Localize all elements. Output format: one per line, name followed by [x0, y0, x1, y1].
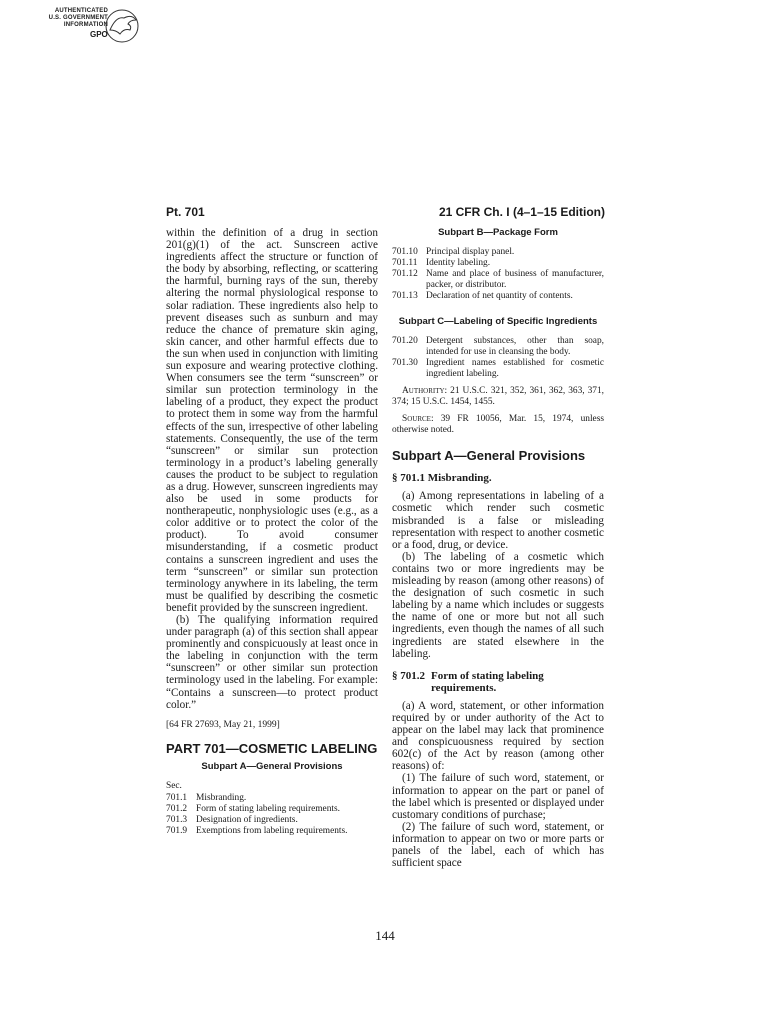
section-title: Form of stating labeling requirements. — [431, 669, 544, 694]
toc-num: 701.3 — [166, 815, 188, 826]
toc-title: Principal display panel. — [426, 247, 515, 258]
paragraph-b: (b) The qualifying information required under paragraph (a) of this section shall appear prominently and conspicuously at least once in the labeling in conjunction with the term “sunscreen” or other similar sun protection terminology used in the labeling. For example: “Contains a sunscreen—to protect product color.” — [166, 614, 378, 711]
seal-line-3: INFORMATION — [63, 22, 108, 28]
federal-register-citation: [64 FR 27693, May 21, 1999] — [166, 719, 280, 730]
toc-num: 701.11 — [392, 258, 418, 269]
toc-entry — [392, 247, 604, 258]
seal-gpo-label: GPO — [90, 30, 108, 39]
toc-num: 701.30 — [392, 358, 418, 369]
toc-title: Exemptions from labeling requirements. — [196, 826, 348, 837]
toc-entry — [392, 336, 604, 358]
paragraph-continuation: within the definition of a drug in section 201(g)(1) of the act. Sunscreen active ingredients affect the structure or function of the body by absorbing, reflecting, or scattering the harmful, burning rays of the sun, thereby altering the normal physiological response to solar radiation. These ingredients also help to prevent diseases such as sunburn and may reduce the chance of premature skin aging, skin cancer, and other harmful effects due to the sun when used in conjunction with limiting sun exposure and wearing protective clothing. When consumers see the term “sunscreen” or similar sun protection terminology in the labeling of a product, they expect the product to protect them in some way from the harmful effects of the sun, irrespective of other labeling statements. Consequently, the use of the term “sunscreen” or similar sun protection terminology in a product’s labeling generally causes the product to be subject to regulation as a drug. However, sunscreen ingredients may also be used in some products for nontherapeutic, nonphysiologic uses (e.g., as a color additive or to protect the color of the product). To avoid consumer misunderstanding, if a cosmetic product contains a sunscreen ingredient and uses the term “sunscreen” or similar sun protection terminology anywhere in its labeling, the term must be qualified by describing the cosmetic benefit provided by the sunscreen ingredient. — [166, 227, 378, 614]
eagle-seal-icon — [102, 8, 142, 44]
running-header-cfr-edition: 21 CFR Ch. I (4–1–15 Edition) — [438, 205, 605, 219]
toc-num: 701.13 — [392, 291, 418, 302]
seal-text — [18, 8, 108, 29]
section-701-2-a: (a) A word, statement, or other information required by or under authority of the Act to appear on the label may lack that prominence and conspicuousness required by section 602(c) of the Act by reason (among other reasons) of: — [392, 699, 604, 773]
section-701-2-a-2: (2) The failure of such word, statement, or information to appear on two or more parts or panels of the label, each of which has sufficient space — [392, 820, 604, 870]
toc-num: 701.10 — [392, 247, 418, 258]
toc-num: 701.20 — [392, 336, 418, 347]
subpart-a-heading: Subpart A—General Provisions — [392, 448, 586, 464]
table-of-contents-a — [166, 781, 378, 837]
source-text: 39 FR 10056, Mar. 15, 1974, unless otherwise noted. — [392, 414, 605, 436]
section-701-1-heading: § 701.1 Misbranding. — [392, 472, 492, 485]
toc-entry — [392, 358, 604, 380]
toc-num: 701.12 — [392, 269, 418, 280]
section-701-1-a: (a) Among representations in labeling of a cosmetic which render such cosmetic misbranded is a false or misleading representation with respect to another cosmetic or a food, drug, or device. — [392, 490, 604, 551]
toc-title: Declaration of net quantity of contents. — [426, 291, 573, 302]
toc-entry — [166, 804, 378, 815]
running-header-part: Pt. 701 — [166, 205, 205, 219]
toc-entry — [166, 826, 378, 837]
toc-entry — [166, 815, 378, 826]
source-note — [392, 414, 604, 436]
toc-num: 701.9 — [166, 826, 188, 837]
subpart-c-toc-heading: Subpart C—Labeling of Specific Ingredients — [398, 316, 598, 328]
toc-title: Form of stating labeling requirements. — [196, 804, 340, 815]
toc-num: 701.1 — [166, 793, 188, 804]
section-701-2-a-1: (1) The failure of such word, statement, or information to appear on the part or panel of the label which is presented or displayed under customary conditions of purchase; — [392, 772, 604, 821]
sec-label: Sec. — [166, 781, 182, 792]
subpart-b-toc-heading: Subpart B—Package Form — [438, 227, 558, 238]
gpo-authentication-seal — [18, 6, 148, 48]
toc-title: Ingredient names established for cosmetic ingredient labeling. — [426, 358, 604, 380]
left-column — [166, 227, 378, 837]
toc-title: Identity labeling. — [426, 258, 491, 269]
toc-entry — [166, 793, 378, 804]
table-of-contents-c — [392, 336, 604, 380]
section-701-2-heading — [392, 670, 604, 694]
seal-line-1: AUTHENTICATED — [54, 8, 108, 14]
toc-title: Name and place of business of manufacturer, packer, or distributor. — [426, 269, 604, 291]
section-701-1-b: (b) The labeling of a cosmetic which contains two or more ingredients may be misleading by reason (among other reasons) of the designation of such cosmetic in such labeling by a name which includes or suggests the name of one or more but not all such ingredients, even though the names of all such ingredients are stated elsewhere in the labeling. — [392, 550, 604, 660]
part-title: PART 701—COSMETIC LABELING — [166, 740, 378, 756]
authority-label: Authority: — [402, 386, 448, 397]
toc-num: 701.2 — [166, 804, 188, 815]
toc-entry — [392, 258, 604, 269]
subpart-a-toc-heading: Subpart A—General Provisions — [201, 760, 343, 772]
section-number: § 701.2 — [392, 669, 425, 682]
toc-title: Detergent substances, other than soap, intended for use in cleansing the body. — [426, 336, 604, 358]
source-label: Source: — [402, 414, 434, 425]
toc-title: Designation of ingredients. — [196, 815, 298, 826]
seal-line-2: U.S. GOVERNMENT — [48, 15, 108, 21]
right-column — [392, 227, 604, 869]
authority-text: 21 U.S.C. 321, 352, 361, 362, 363, 371, 374; 15 U.S.C. 1454, 1455. — [392, 386, 604, 408]
toc-entry — [392, 269, 604, 291]
table-of-contents-b — [392, 247, 604, 302]
toc-entry — [392, 291, 604, 302]
authority-note — [392, 386, 604, 408]
toc-title: Misbranding. — [196, 793, 247, 804]
page-number: 144 — [375, 928, 395, 943]
